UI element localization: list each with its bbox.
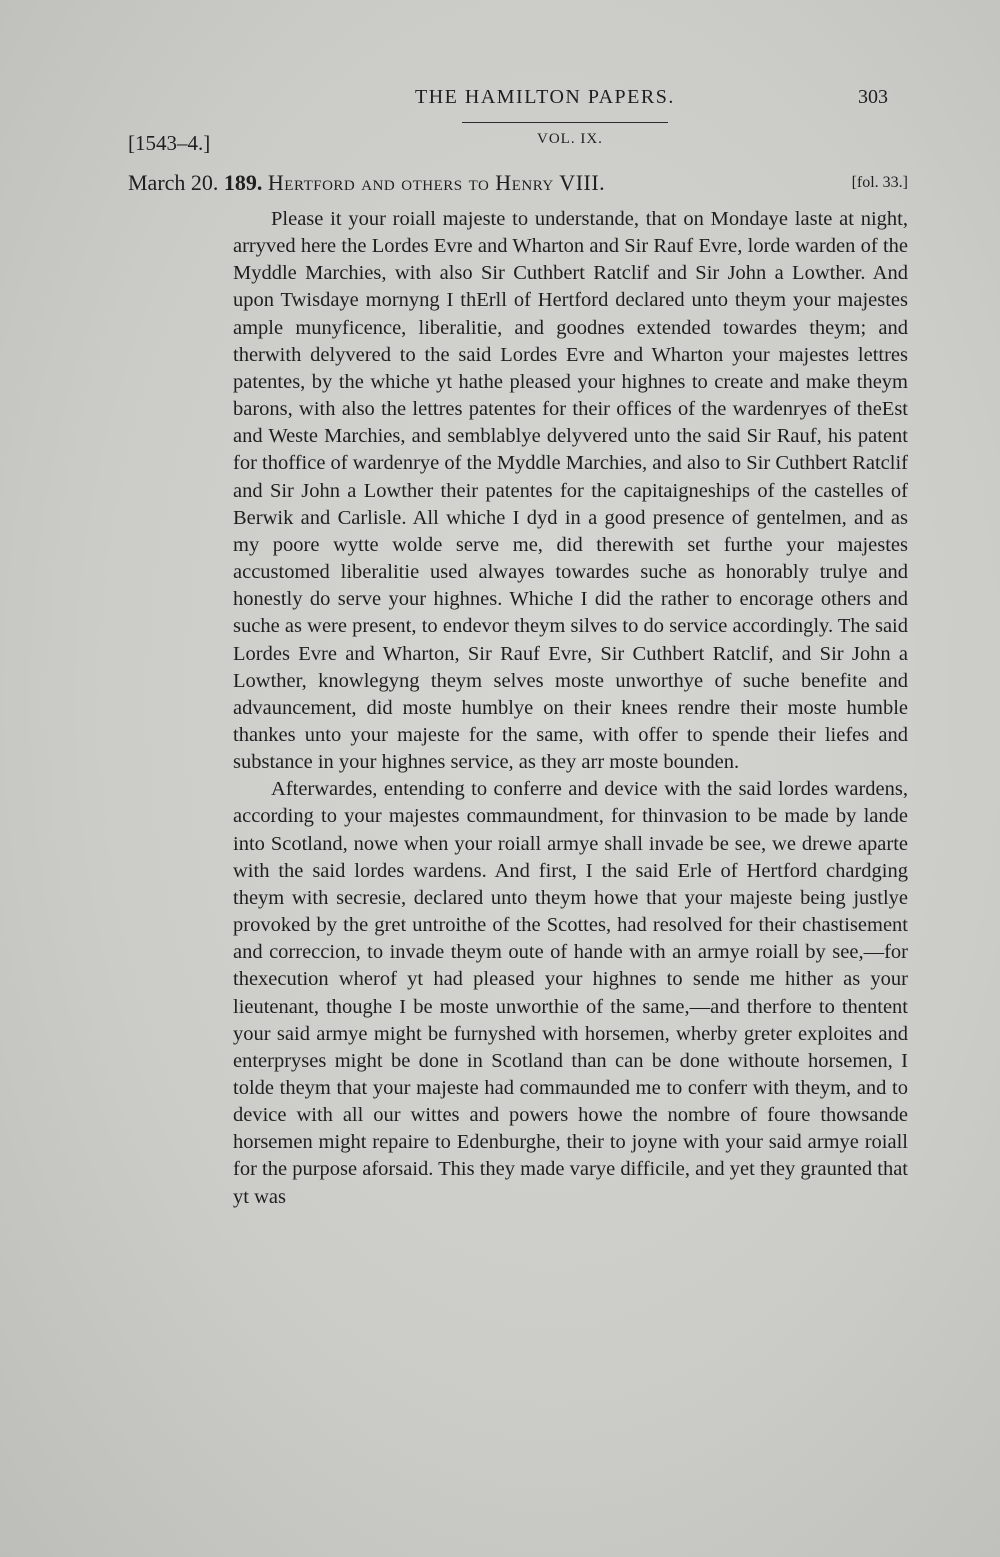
entry-date: March 20. <box>128 170 219 195</box>
page-number: 303 <box>858 86 888 108</box>
entry-title: Hertford and others to Henry VIII. <box>267 170 606 195</box>
paragraph: Afterwardes, entending to conferre and device with the said lordes wardens, according to your majestes commaundment, for thinvasion to be made by lande into Scotland, nowe when your roiall armye shall invade be see, we drewe aparte with the said lordes wardens. And first, I the said Erle of Hertford chardging theym with secresie, declared unto theym howe that your majeste being justlye provoked by the gret untroithe of the Scottes, had resolved for their chastisement and correccion, to invade theym oute of hande with an armye roiall by see,—for thexecution wherof yt had pleased your highnes to sende me hither as your lieutenant, thoughe I be moste unworthie of the same,—and therfore to thentent your said armye might be furnyshed with horsemen, wherby greter exploites and enterpryses might be done in Scotland than can be done withoute horsemen, I tolde theym that your majeste had commaunded me to conferr with theym, and to device with all our wittes and powers howe the nombre of foure thowsande horsemen might repaire to Edenburghe, their to joyne with your said armye roiall for the purpose aforsaid. This they made varye difficile, and yet they graunted that yt was <box>233 778 908 1208</box>
running-title: THE HAMILTON PAPERS. <box>415 86 675 108</box>
paragraph: Please it your roiall majeste to understande, that on Mondaye laste at night, arryved here the Lordes Evre and Wharton and Sir Rauf Evre, lorde warden of the Myddle Marchies, with also Sir Cuthbert Ratclif and Sir John a Lowther. And upon Twisdaye mornyng I thErll of Hertford declared unto theym your majestes ample munyficence, liberalitie, and goodnes extended towardes theym; and therwith delyvered to the said Lordes Evre and Wharton your majestes lettres patentes, by the whiche yt hathe pleased your highnes to create and make theym barons, with also the lettres patentes for their offices of the wardenryes of theEst and Weste Marchies, and semblablye delyvered unto the said Sir Rauf, his patent for thoffice of wardenrye of the Myddle Marchies, and also to Sir Cuthbert Ratclif and Sir John a Lowther their patentes for the capitaigneships of the castelles of Berwik and Carlisle. All whiche I dyd in a good presence of gentelmen, and as my poore wytte wolde serve me, did therewith set furthe your majestes accustomed liberalitie used alwayes towardes suche as honorably trulye and honestly do serve your highnes. Whiche I did the rather to encorage others and suche as were present, to endevor theym silves to do service accordingly. The said Lordes Evre and Wharton, Sir Rauf Evre, Sir Cuthbert Ratclif, and Sir John a Lowther, knowlegyng theym selves moste unworthye of suche benefite and advauncement, did moste humblye on their knees rendre their moste humble thankes unto your majeste for the same, with offer to spende their liefes and substance in your highnes service, as they arr moste bounden. <box>233 208 908 774</box>
folio-reference: [fol. 33.] <box>851 174 908 191</box>
year-bracket: [1543–4.] <box>128 131 211 155</box>
entry-number: 189. <box>223 170 263 195</box>
letter-body <box>233 206 908 1211</box>
volume-label: VOL. IX. <box>537 131 603 147</box>
entry-heading <box>128 170 908 196</box>
header-rule <box>462 122 668 123</box>
